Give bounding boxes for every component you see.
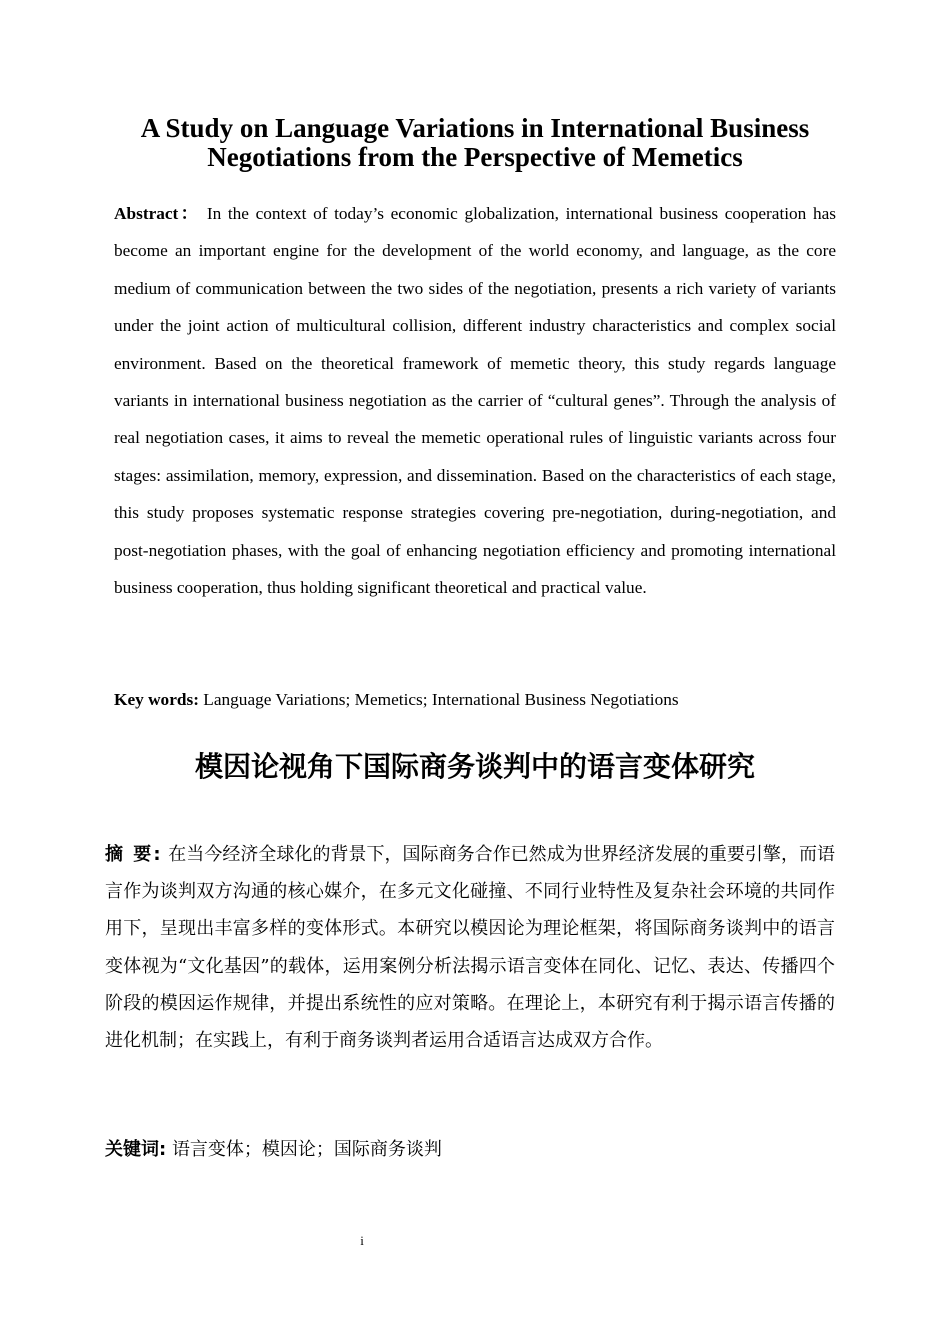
chinese-keywords-label: 关键词: xyxy=(105,1139,167,1160)
chinese-keywords-text: 语言变体；模因论；国际商务谈判 xyxy=(171,1139,442,1160)
chinese-keywords xyxy=(105,1132,835,1168)
chinese-abstract xyxy=(105,836,835,1059)
english-keywords xyxy=(114,682,836,718)
english-keywords-label: Key words: xyxy=(114,690,199,709)
chinese-abstract-text: 在当今经济全球化的背景下，国际商务合作已然成为世界经济发展的重要引擎，而语言作为谈判双方沟通的核心媒介，在多元文化碰撞、不同行业特性及复杂社会环境的共同作用下，呈现出丰富多样的变体形式。本研究以模因论为理论框架，将国际商务谈判中的语言变体视为“文化基因”的载体，运用案例分析法揭示语言变体在同化、记忆、表达、传播四个阶段的模因运作规律，并提出系统性的应对策略。在理论上，本研究有利于揭示语言传播的进化机制；在实践上，有利于商务谈判者运用合适语言达成双方合作。 xyxy=(105,844,835,1052)
english-abstract xyxy=(114,195,836,606)
english-abstract-label: Abstract： xyxy=(114,204,201,223)
page-number: i xyxy=(360,1233,364,1248)
english-abstract-text: In the context of today’s economic globalization, international business cooperation has become an important engine for the development of the world economy, and language, as the core medium of communication between the two sides of the negotiation, presents a rich variety of variants under the joint action of multicultural collision, different industry characteristics and complex social environment. Based on the theoretical framework of memetic theory, this study regards language variants in international business negotiation as the carrier of “cultural genes”. Through the analysis of real negotiation cases, it aims to reveal the memetic operational rules of linguistic variants across four stages: assimilation, memory, expression, and dissemination. Based on the characteristics of each stage, this study proposes systematic response strategies covering pre-negotiation, during-negotiation, and post-negotiation phases, with the goal of enhancing negotiation efficiency and promoting international business cooperation, thus holding significant theoretical and practical value. xyxy=(114,204,836,598)
english-keywords-text: Language Variations; Memetics; International Business Negotiations xyxy=(203,690,679,709)
chinese-abstract-label: 摘 要: xyxy=(105,844,163,865)
english-title: A Study on Language Variations in International Business Negotiations from the Perspective of Memetics xyxy=(140,113,810,172)
chinese-title: 模因论视角下国际商务谈判中的语言变体研究 xyxy=(194,750,755,783)
